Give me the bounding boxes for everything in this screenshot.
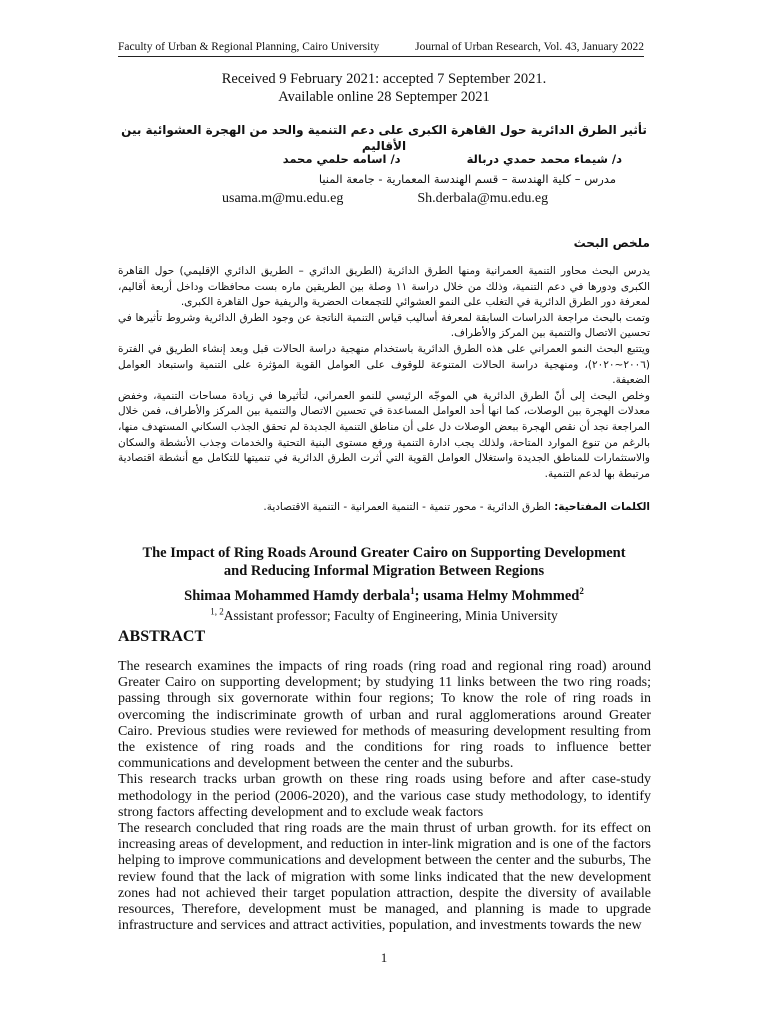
header-right: Journal of Urban Research, Vol. 43, January 2022 bbox=[415, 41, 644, 53]
arabic-title: تأثير الطرق الدائرية حول القاهرة الكبرى على دعم التنمية والحد من الهجرة العشوائية بين الأقاليم bbox=[121, 123, 647, 153]
arabic-author-2: د/ اسامه حلمي محمد bbox=[282, 152, 401, 166]
page-number: 1 bbox=[380, 950, 388, 965]
arabic-keywords bbox=[118, 500, 650, 515]
abstract-paragraph: The research concluded that ring roads are the main thrust of urban growth. for its effect on increasing areas of development, and reduction in inter-link migration and is one of the factors helping to improve communications and development between the center and the suburbs, The review found that the lack of migration with some links indicated that the new development zones had not achieved their target population attraction, despite the diversity of available resources, Therefore, development must be managed, and planning is made to upgrade infrastructure and services and attract activities, population, and investments towards the new bbox=[118, 821, 651, 934]
arabic-keywords-label: الكلمات المفتاحية: bbox=[554, 501, 650, 513]
online-date: Available online 28 Septemper 2021 bbox=[278, 89, 490, 105]
publication-dates bbox=[0, 70, 768, 106]
arabic-keywords-list: الطرق الدائرية - محور تنمية - التنمية العمرانية - التنمية الاقتصادية. bbox=[263, 501, 551, 513]
english-abstract bbox=[118, 659, 651, 934]
arabic-paragraph: ويتتبع البحث النمو العمراني على هذه الطرق الدائرية باستخدام منهجية دراسة الحالات قبل وبعد إنشاء الطريق في الفترة (٢٠٠٦~٢٠٢٠)، ومنهجية دراسة الحالات المتنوعة للوقوف على العوامل القوية المؤثرة على التنمية واستبعاد العوامل الضعيفة. bbox=[118, 342, 650, 387]
abstract-heading: ABSTRACT bbox=[118, 628, 206, 645]
author-1-superscript: 1 bbox=[410, 586, 415, 597]
english-authors bbox=[0, 587, 768, 605]
english-title-line-2: and Reducing Informal Migration Between Regions bbox=[223, 562, 545, 579]
header-left: Faculty of Urban & Regional Planning, Cairo University bbox=[118, 41, 380, 53]
arabic-paragraph: وخلص البحث إلى أنّ الطرق الدائرية هي الموجّه الرئيسي للنمو العمراني، لتأثيرها في زيادة مساحات التنمية، وخفض معدلات الهجرة بين الوصلات، كما انها أحد العوامل المساعدة في تحسين الاتصال والتنمية بين المركز والأطراف، فمن خلال المراجعة نجد أن نقص الهجرة ببعض الوصلات دل على أن مناطق التنمية الجديدة لم تحقق الجذب السكاني المستهدف منها، بالرغم من تنوع الموارد المتاحة، ولذلك يجب ادارة التنمية ورفع مستوى البنية التحتية والخدمات وجذب الأنشطة والسكان والاستثمارات للمناطق الجديدة واستغلال العوامل القوية التي أثرت الطرق الدائرية في تنميتها للتكامل مع أنشطة اقتصادية مرتبطة بها لدعم التنمية. bbox=[118, 389, 650, 480]
arabic-affiliation: مدرس – كلية الهندسة – قسم الهندسة المعمارية - جامعة المنيا bbox=[318, 172, 616, 186]
arabic-paragraph: يدرس البحث محاور التنمية العمرانية ومنها الطرق الدائرية (الطريق الدائري – الطريق الدائري الإقليمي) حول القاهرة الكبرى ودورها في دعم التنمية، وذلك من خلال دراسة ١١ وصلة بين الطريقين ماره بست محافظات وداخل أربعة أقاليم، لمعرفة دور الطرق الدائرية في التغلب على النمو العشوائي للتجمعات الحضرية والريفية حول القاهرة الكبرى. bbox=[118, 265, 650, 309]
arabic-author-1: د/ شيماء محمد حمدي دربالة bbox=[466, 152, 622, 166]
email-author-2: usama.m@mu.edu.eg bbox=[222, 191, 344, 206]
arabic-abstract-heading: ملخص البحث bbox=[573, 236, 650, 250]
english-title bbox=[110, 545, 658, 580]
arabic-authors bbox=[118, 152, 650, 167]
abstract-paragraph: This research tracks urban growth on these ring roads using before and after case-study methodology in the period (2006-2020), and the various case study methodology, to identify strong factors affecting development and to exclude weak factors bbox=[118, 772, 651, 820]
affiliation-superscript: 1, 2 bbox=[210, 606, 224, 617]
email-author-1: Sh.derbala@mu.edu.eg bbox=[417, 191, 549, 206]
arabic-paragraph: وتمت بالبحث مراجعة الدراسات السابقة لمعرفة أساليب قياس التنمية الناتجة عن وجود الطرق الدائرية وشروط تأثيرها في تحسين الاتصال والتنمية بين المركز والأطراف. bbox=[118, 311, 650, 340]
english-author-1: Shimaa Mohammed Hamdy derbala bbox=[184, 588, 411, 604]
running-header bbox=[118, 40, 644, 57]
english-author-2: usama Helmy Mohmmed bbox=[423, 588, 580, 604]
english-title-line-1: The Impact of Ring Roads Around Greater Cairo on Supporting Development bbox=[142, 545, 626, 561]
abstract-paragraph: The research examines the impacts of ring roads (ring road and regional ring road) around Greater Cairo on supporting development; by studying 11 links between the two ring roads; passing through six governorate within four regions; To know the role of ring roads in overcoming the indiscriminate growth of urban and rural agglomerations around Greater Cairo. Previous studies were reviewed for methods of measuring development resulting from the existence of ring roads and the conditions for ring roads to influence better communications and development between the center and the suburbs. bbox=[118, 659, 651, 772]
english-affiliation-text: Assistant professor; Faculty of Engineering, Minia University bbox=[223, 608, 558, 623]
english-affiliation bbox=[0, 607, 768, 624]
arabic-abstract bbox=[118, 264, 650, 482]
author-separator: ; bbox=[414, 588, 424, 604]
received-date: Received 9 February 2021: accepted 7 September 2021. bbox=[221, 71, 547, 87]
author-emails bbox=[222, 190, 548, 207]
author-2-superscript: 2 bbox=[579, 586, 584, 597]
